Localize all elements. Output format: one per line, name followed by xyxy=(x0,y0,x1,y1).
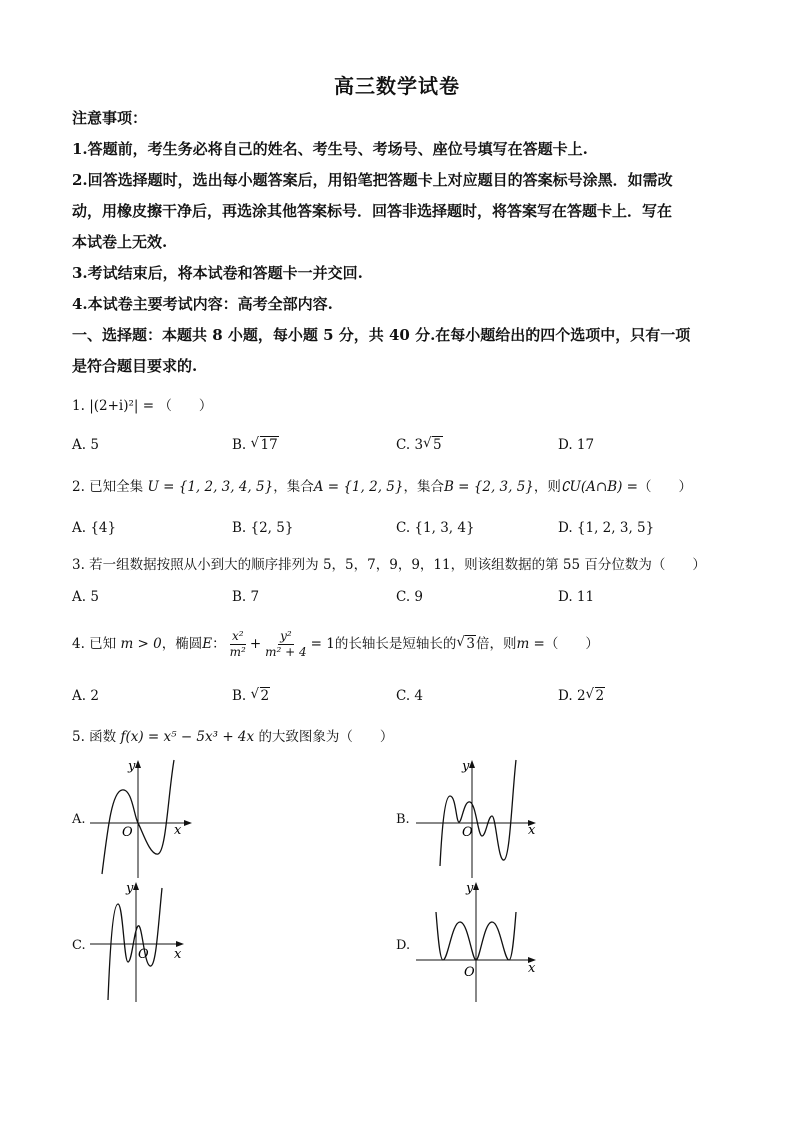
sqrt-symbol: √ 5 xyxy=(423,435,443,455)
q3-option-d: D. 11 xyxy=(558,589,595,605)
graph-c-label: C. xyxy=(72,938,86,953)
graph-b xyxy=(412,756,544,880)
sqrt-symbol: √ 2 xyxy=(586,686,606,706)
q1-option-d: D. 17 xyxy=(558,437,595,453)
q4-option-c: C. 4 xyxy=(396,688,424,704)
sqrt-symbol: √ 17 xyxy=(251,435,279,455)
set-a: A = {1, 2, 5} xyxy=(313,479,404,495)
q3-option-b: B. 7 xyxy=(232,589,260,605)
q4-option-d: D. 2√ 2 xyxy=(558,686,605,706)
q1-option-b: B. √ 17 xyxy=(232,435,279,455)
question-4: 4. 已知 m > 0，椭圆E： $\frac{\text{x²}}{\text{m²}}$ + $\frac{\text{y²}}{\text{m² + 4}}$ = 1的长轴长是短轴长的√ 3倍，则m =（ ） xyxy=(72,626,599,662)
function-expr: f(x) = x⁵ − 5x³ + 4x xyxy=(120,729,255,745)
y-axis-label: y xyxy=(466,881,474,896)
x-axis-label: x xyxy=(174,823,182,838)
graph-a-label: A. xyxy=(72,812,86,827)
x-axis-label: x xyxy=(174,947,182,962)
q3-option-c: C. 9 xyxy=(396,589,424,605)
graph-d-label: D. xyxy=(396,938,411,953)
notice-item-1: 1.答题前，考生务必将自己的姓名、考生号、考场号、座位号填写在答题卡上. xyxy=(72,140,588,158)
section-heading-line2: 是符合题目要求的. xyxy=(72,357,198,375)
q2-option-c: C. {1, 3, 4} xyxy=(396,520,475,536)
q3-option-a: A. 5 xyxy=(72,589,99,605)
q2-option-b: B. {2, 5} xyxy=(232,520,294,536)
x-axis-label: x xyxy=(528,823,536,838)
question-3: 3. 若一组数据按照从小到大的顺序排列为 5，5，7，9，9，11，则该组数据的第 55 百分位数为（ ） xyxy=(72,557,706,573)
origin-label: O xyxy=(138,947,149,962)
question-1 xyxy=(72,396,212,416)
y-axis-label: y xyxy=(462,759,470,774)
graph-b-label: B. xyxy=(396,812,410,827)
x-axis-label: x xyxy=(528,961,536,976)
sqrt-symbol: √ 2 xyxy=(251,686,271,706)
origin-label: O xyxy=(462,825,473,840)
sqrt-symbol: √ 3 xyxy=(456,626,476,662)
graph-a xyxy=(88,756,198,880)
q2-option-a: A. {4} xyxy=(72,520,117,536)
answer-paren: （ ） xyxy=(158,398,213,414)
set-u: U = {1, 2, 3, 4, 5} xyxy=(147,479,274,495)
question-5: 5. 函数 f(x) = x⁵ − 5x³ + 4x 的大致图象为（ ） xyxy=(72,729,394,745)
graph-d xyxy=(412,878,544,1004)
notice-heading: 注意事项： xyxy=(72,109,148,127)
fraction-y: $\frac{\text{y²}}{\text{m² + 4}}$ xyxy=(265,629,307,659)
notice-item-2-end: 本试卷上无效. xyxy=(72,233,168,251)
origin-label: O xyxy=(122,825,133,840)
question-2: 2. 已知全集 U = {1, 2, 3, 4, 5}，集合A = {1, 2, 5}，集合B = {2, 3, 5}，则∁U(A∩B) =（ ） xyxy=(72,479,692,495)
section-heading-line1: 一、选择题：本题共 8 小题，每小题 5 分，共 40 分.在每小题给出的四个选项中，只有一项 xyxy=(72,326,691,344)
origin-label: O xyxy=(464,965,475,980)
fraction-x: $\frac{\text{x²}}{\text{m²}}$ xyxy=(229,629,246,659)
notice-item-3: 3.考试结束后，将本试卷和答题卡一并交回. xyxy=(72,264,363,282)
q4-option-a: A. 2 xyxy=(72,688,99,704)
notice-item-2-cont: 动，用橡皮擦干净后，再选涂其他答案标号．回答非选择题时，将答案写在答题卡上．写在 xyxy=(72,202,673,220)
y-axis-label: y xyxy=(128,759,136,774)
notice-item-4: 4.本试卷主要考试内容：高考全部内容. xyxy=(72,295,333,313)
page-title: 高三数学试卷 xyxy=(334,74,460,98)
graph-c xyxy=(88,878,198,1004)
notice-item-2: 2.回答选择题时，选出每小题答案后，用铅笔把答题卡上对应题目的答案标号涂黑．如需改 xyxy=(72,171,673,189)
q4-option-b: B. √ 2 xyxy=(232,686,270,706)
question-expression: |(2+i)²| = xyxy=(89,398,155,414)
q1-option-a: A. 5 xyxy=(72,437,99,453)
complement-expr: ∁U(A∩B) = xyxy=(560,479,638,495)
set-b: B = {2, 3, 5} xyxy=(443,479,534,495)
q1-option-c: C. 3√ 5 xyxy=(396,435,443,455)
y-axis-label: y xyxy=(126,881,134,896)
question-number: 1. xyxy=(72,398,85,414)
q2-option-d: D. {1, 2, 3, 5} xyxy=(558,520,655,536)
